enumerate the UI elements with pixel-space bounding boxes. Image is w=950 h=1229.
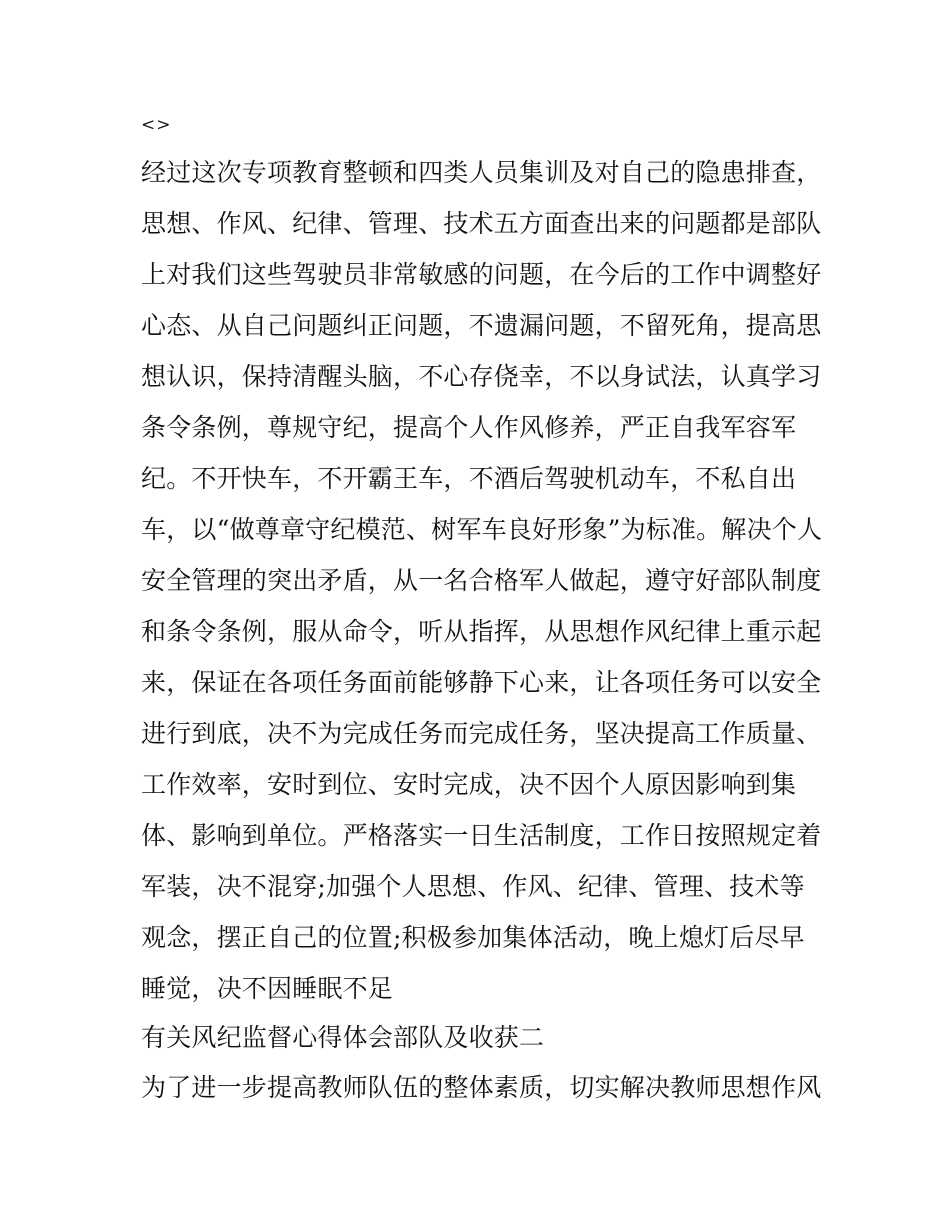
paragraph-line: 工作效率，安时到位、安时完成，决不因个人原因影响到集 <box>141 770 797 799</box>
paragraph-line: 体、影响到单位。严格落实一日生活制度，工作日按照规定着 <box>141 821 822 850</box>
paragraph-line: 经过这次专项教育整顿和四类人员集训及对自己的隐患排查， <box>141 158 822 187</box>
paragraph-line: 条令条例，尊规守纪，提高个人作风修养，严正自我军容军 <box>141 413 797 442</box>
section-heading: 有关风纪监督心得体会部队及收获二 <box>141 1023 545 1052</box>
paragraph-line: 思想、作风、纪律、管理、技术五方面查出来的问题都是部队 <box>141 209 822 238</box>
paragraph-line: 车，以“做尊章守纪模范、树军车良好形象”为标准。解决个人 <box>141 515 823 544</box>
paragraph-line: 军装，决不混穿;加强个人思想、作风、纪律、管理、技术等 <box>141 872 805 901</box>
paragraph-line: 来，保证在各项任务面前能够静下心来，让各项任务可以安全 <box>141 668 822 697</box>
page-marker: <> <box>141 115 172 135</box>
paragraph-line: 上对我们这些驾驶员非常敏感的问题，在今后的工作中调整好 <box>141 260 822 289</box>
paragraph-line: 想认识，保持清醒头脑，不心存侥幸，不以身试法，认真学习 <box>141 362 822 391</box>
paragraph-line: 睡觉，决不因睡眠不足 <box>141 974 394 1003</box>
paragraph-line: 心态、从自己问题纠正问题，不遗漏问题，不留死角，提高思 <box>141 311 822 340</box>
paragraph-line: 和条令条例，服从命令，听从指挥，从思想作风纪律上重示起 <box>141 617 822 646</box>
paragraph-line: 进行到底，决不为完成任务而完成任务，坚决提高工作质量、 <box>141 719 822 748</box>
paragraph-line: 为了进一步提高教师队伍的整体素质，切实解决教师思想作风 <box>141 1073 822 1102</box>
paragraph-line: 安全管理的突出矛盾，从一名合格军人做起，遵守好部队制度 <box>141 566 822 595</box>
paragraph-line: 纪。不开快车，不开霸王车，不酒后驾驶机动车，不私自出 <box>141 464 797 493</box>
paragraph-line: 观念，摆正自己的位置;积极参加集体活动，晚上熄灯后尽早 <box>141 923 805 952</box>
